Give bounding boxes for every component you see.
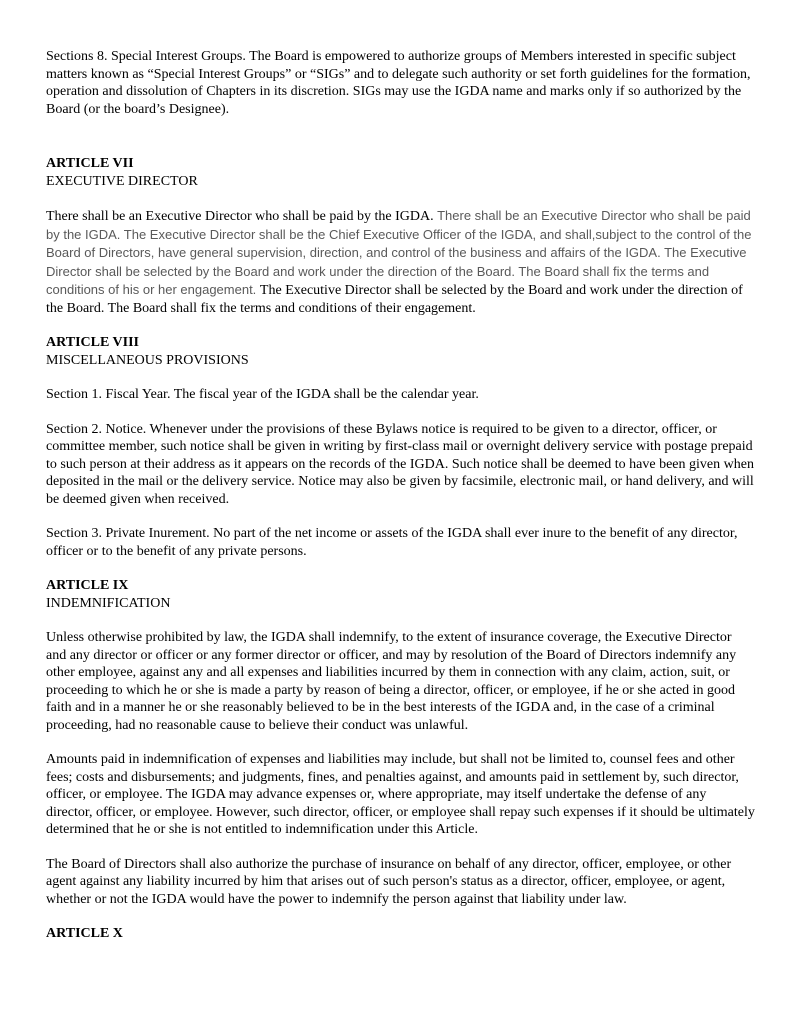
exec-director-lead-text: There shall be an Executive Director who shall be paid by the IGDA.: [46, 209, 438, 224]
paragraph-section-1-fiscal-year: Section 1. Fiscal Year. The fiscal year of the IGDA shall be the calendar year.: [46, 387, 479, 402]
paragraph-indemnification-2: Amounts paid in indemnification of expenses and liabilities may include, but shall not be limited to, counsel fees and other fees; costs and disbursements; and judgments, fines, and penalties against, and amounts paid in settlement by, such director, officer, or employee. The IGDA may advance expenses or, where appropriate, may itself undertake the defense of any director, officer, or employee. However, such director, officer, or employee shall repay such expenses if it should be ultimately determined that he or she is not entitled to indemnification under this Article.: [46, 752, 755, 837]
paragraph-indemnification-3: The Board of Directors shall also authorize the purchase of insurance on behalf of any director, officer, employee, or other agent against any liability incurred by him that arises out of such person's status as a director, officer, employee, or agent, whether or not the IGDA would have the power to indemnify the person against that liability under law.: [46, 856, 732, 907]
heading-article-10: [46, 925, 755, 943]
paragraph-indemnification-1: Unless otherwise prohibited by law, the IGDA shall indemnify, to the extent of insurance coverage, the Executive Director and any director or officer or any former director or officer, and may by resolution of the Board of Directors indemnify any other employee, against any and all expenses and liabilities incurred by them in connection with any claim, action, suit, or proceeding to which he or she is made a party by reason of being a director, officer, or employee, if he or she acted in good faith and in a manner he or she reasonably believed to be in the best interests of the IGDA and, in the case of a criminal proceeding, had no reasonable cause to believe their conduct was unlawful.: [46, 630, 737, 733]
exec-director-tail-text: The Executive Director shall be selected by the Board and work under the direction of the Board. The Board shall fix the terms and conditions of their engagement.: [46, 283, 743, 316]
paragraph-special-interest-groups: Sections 8. Special Interest Groups. The Board is empowered to authorize groups of Members interested in specific subject matters known as “Special Interest Groups” or “SIGs” and to delegate such authority or set forth guidelines for the formation, operation and dissolution of Chapters in its discretion. SIGs may use the IGDA name and marks only if so authorized by the Board (or the board’s Designee).: [46, 49, 751, 117]
article-9-subtitle: INDEMNIFICATION: [46, 595, 171, 611]
article-10-title: ARTICLE X: [46, 926, 123, 941]
paragraph-section-3-private-inurement: Section 3. Private Inurement. No part of the net income or assets of the IGDA shall ever inure to the benefit of any director, officer or to the benefit of any private persons.: [46, 526, 738, 559]
heading-article-8: [46, 334, 755, 369]
exec-director-pasted-text: There shall be an Executive Director who shall be paid by the IGDA. The Executive Director shall be the Chief Executive Officer of the IGDA, and shall,subject to the control of the Board of Directors, have general supervision, direction, and control of the business and affairs of the IGDA. The Executive Director shall be selected by the Board and work under the direction of the Board. The Board shall fix the terms and conditions of his or her engagement.: [46, 208, 752, 297]
paragraph-executive-director: [46, 207, 755, 317]
article-8-title: ARTICLE VIII: [46, 335, 140, 350]
heading-article-7: [46, 155, 755, 190]
paragraph-section-2-notice: Section 2. Notice. Whenever under the provisions of these Bylaws notice is required to be given to a director, officer, or committee member, such notice shall be given in writing by first-class mail or overnight delivery service with postage prepaid to such person at their address as it appears on the records of the IGDA. Such notice shall be deemed to have been given when deposited in the mail or the delivery service. Notice may also be given by facsimile, electronic mail, or hand delivery, and will be deemed given when received.: [46, 421, 754, 507]
article-9-title: ARTICLE IX: [46, 578, 129, 593]
article-7-subtitle: EXECUTIVE DIRECTOR: [46, 173, 198, 189]
heading-article-9: [46, 577, 755, 612]
article-8-subtitle: MISCELLANEOUS PROVISIONS: [46, 352, 249, 368]
article-7-title: ARTICLE VII: [46, 156, 134, 171]
